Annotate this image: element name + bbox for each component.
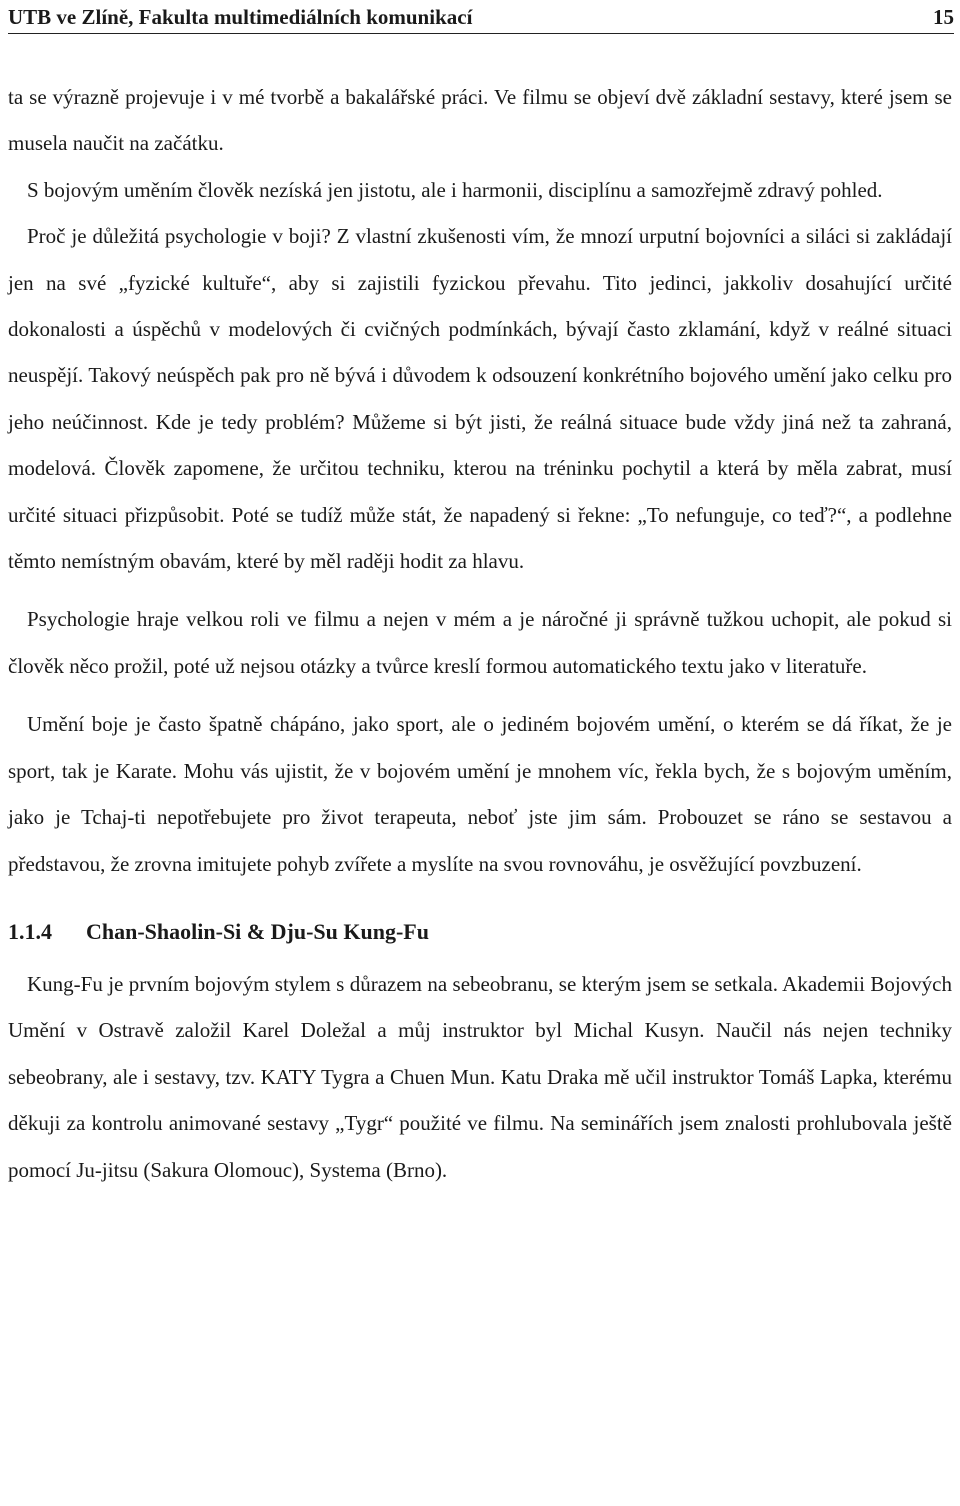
section-heading [8,903,952,961]
paragraph-4: Psychologie hraje velkou roli ve filmu a nejen v mém a je náročné ji správně tužkou uchopit, ale pokud si člověk něco prožil, poté už nejsou otázky a tvůrce kreslí formou automatického textu jako v literatuře. [8,607,952,678]
paragraph-3: Proč je důležitá psychologie v boji? Z vlastní zkušenosti vím, že mnozí urputní bojovníci a siláci si zakládají jen na své „fyzické kultuře“, aby si zajistili fyzickou převahu. Tito jedinci, jakkoliv dosahující určité dokonalosti a úspěchů v modelových či cvičných podmínkách, bývají často zklamání, když v reálné situaci neuspějí. Takový neúspěch pak pro ně bývá i důvodem k odsouzení konkrétního bojového umění jako celku pro jeho neúčinnost. Kde je tedy problém? Můžeme si být jisti, že reálná situace bude vždy jiná než ta zahraná, modelová. Člověk zapomene, že určitou techniku, kterou na tréninku pochytil a která by měla zabrat, musí určité situaci přizpůsobit. Poté se tudíž může stát, že napadený si řekne: „To nefunguje, co teď?“, a podlehne těmto nemístným obavám, které by měl raději hodit za hlavu. [8,224,952,574]
paragraph-2: S bojovým uměním člověk nezíská jen jistotu, ale i harmonii, disciplínu a samozřejmě zdravý pohled. [27,177,883,202]
paragraph-6: Kung-Fu je prvním bojovým stylem s důrazem na sebeobranu, se kterým jsem se setkala. Akademii Bojových Umění v Ostravě založil Karel Doležal a můj instruktor byl Michal Kusyn. Naučil nás nejen techniky sebeobrany, ale i sestavy, tzv. KATY Tygra a Chuen Mun. Katu Draka mě učil instruktor Tomáš Lapka, kterému děkuji za kontrolu animované sestavy „Tygr“ použité ve filmu. Na seminářích jsem znalosti prohlubovala ještě pomocí Ju-jitsu (Sakura Olomouc), Systema (Brno). [8,971,952,1182]
section-number: 1.1.4 [8,918,52,944]
document-body [8,74,952,1193]
paragraph-5: Umění boje je často špatně chápáno, jako sport, ale o jediném bojovém umění, o kterém se dá říkat, že je sport, tak je Karate. Mohu vás ujistit, že v bojovém umění je mnohem víc, řekla bych, že s bojovým uměním, jako je Tchaj-ti nepotřebujete pro život terapeuta, neboť jste jim sám. Probouzet se ráno se sestavou a představou, že zrovna imitujete pohyb zvířete a myslíte na svou rovnováhu, je osvěžující povzbuzení. [8,712,952,876]
page-number: 15 [933,5,954,29]
paragraph-1: ta se výrazně projevuje i v mé tvorbě a bakalářské práci. Ve filmu se objeví dvě základní sestavy, které jsem se musela naučit na začátku. [8,85,952,156]
page-header [8,2,954,34]
section-title: Chan-Shaolin-Si & Dju-Su Kung-Fu [86,918,429,944]
header-title: UTB ve Zlíně, Fakulta multimediálních komunikací [8,5,473,29]
